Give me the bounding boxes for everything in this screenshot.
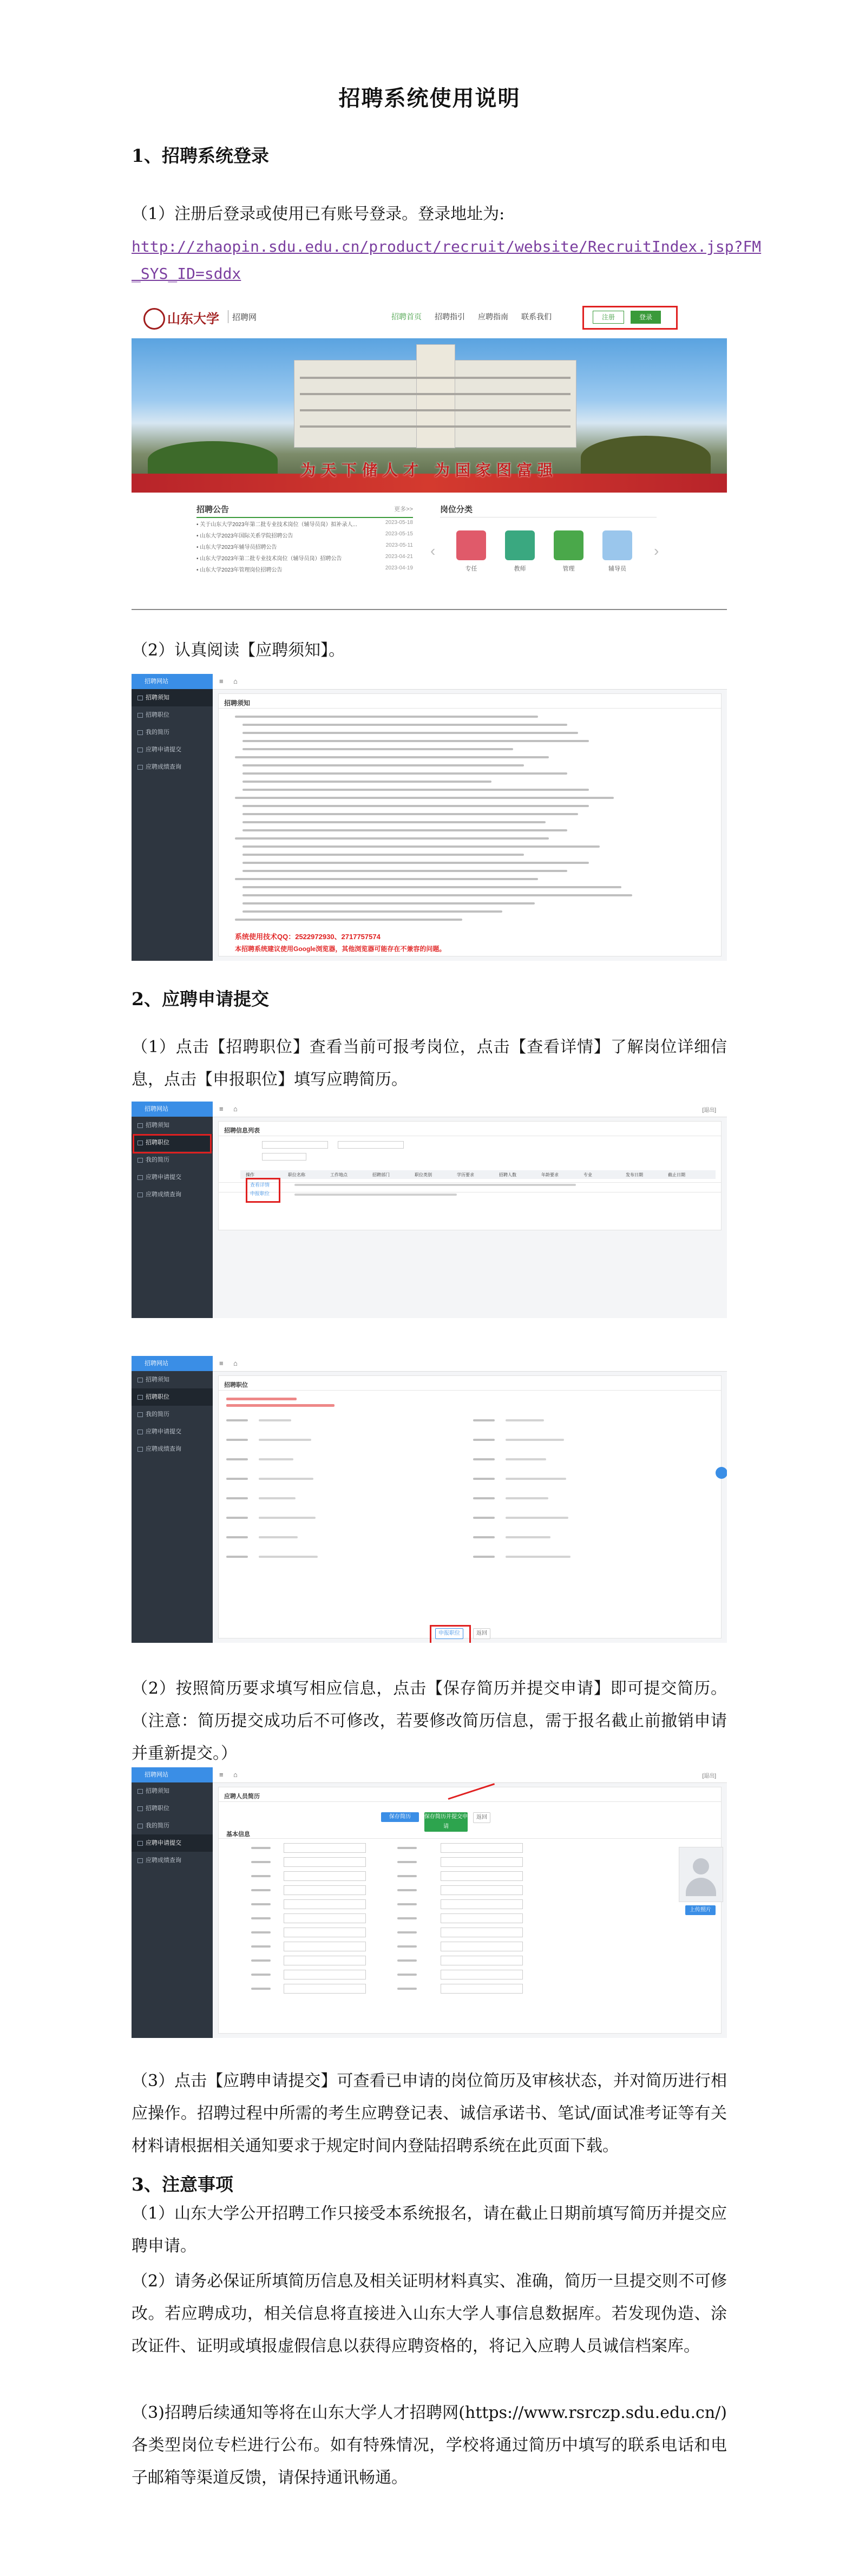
resume-screenshot	[132, 1767, 727, 2038]
category-management-icon[interactable]	[554, 530, 583, 560]
notice-text-line	[235, 919, 462, 921]
detail-topbar	[213, 1356, 727, 1372]
resume-field-input[interactable]	[284, 1899, 366, 1909]
register-button[interactable]: 注册	[593, 311, 624, 324]
resume-field-input[interactable]	[284, 1928, 366, 1937]
resume-field-input[interactable]	[441, 1899, 523, 1909]
detail-field-value	[506, 1497, 548, 1499]
notice-item[interactable]	[196, 531, 413, 539]
detail-field-value	[259, 1458, 293, 1460]
notice-text-line	[242, 894, 632, 896]
detail-panel-title: 招聘职位	[224, 1382, 248, 1388]
sidebar-item-jobs[interactable]: 招聘职位	[132, 1134, 213, 1151]
section3-heading: 3、注意事项	[132, 2174, 233, 2195]
resume-field-input[interactable]	[284, 1843, 366, 1853]
detail-field-value	[259, 1517, 316, 1519]
section3-para1: （1）山东大学公开招聘工作只接受本系统报名，请在截止日期前填写简历并提交应聘申请。	[132, 2204, 727, 2256]
resume-field-label	[397, 1959, 417, 1962]
resume-field-input[interactable]	[284, 1984, 366, 1994]
notice-text-line	[235, 797, 614, 799]
university-seal-icon	[143, 308, 165, 330]
notice-text-line	[242, 821, 546, 823]
resume-field-label	[397, 1903, 417, 1905]
sidebar-item-resume[interactable]: 我的简历	[132, 1406, 213, 1423]
jobs-column-header: 招聘部门	[372, 1172, 390, 1177]
resume-panel-title: 应聘人员简历	[224, 1793, 260, 1800]
resume-field-input[interactable]	[441, 1885, 523, 1895]
resume-field-label	[397, 1917, 417, 1919]
sidebar-item-notice[interactable]: 招聘须知	[132, 1117, 213, 1134]
resume-field-label	[251, 1861, 271, 1863]
section2-para2: （2）按照简历要求填写相应信息，点击【保存简历并提交申请】即可提交简历。（注意：简历提交成功后不可修改，若要修改简历信息，需于报名截止前撤销申请并重新提交。）	[132, 1679, 727, 1763]
resume-sidebar	[132, 1767, 213, 2038]
resume-field-input[interactable]	[441, 1843, 523, 1853]
resume-field-input[interactable]	[441, 1928, 523, 1937]
banner-slogan: 为天下储人才 为国家图富强	[300, 461, 558, 479]
category-teacher-icon[interactable]	[505, 530, 535, 560]
detail-sidebar	[132, 1356, 213, 1643]
sidebar-item-jobs[interactable]: 招聘职位	[132, 1800, 213, 1817]
apply-job-button[interactable]: 申报职位	[435, 1628, 463, 1639]
category-label-1: 专任	[465, 566, 477, 572]
resume-field-label	[397, 1931, 417, 1933]
nav-contact[interactable]: 联系我们	[521, 312, 552, 321]
category-teaching-icon[interactable]	[456, 530, 486, 560]
login-button[interactable]: 登录	[631, 311, 661, 324]
resume-field-label	[251, 1974, 271, 1976]
notice-text-line	[235, 837, 549, 840]
jobs-screenshot	[132, 1102, 727, 1318]
notice-text-line	[235, 716, 538, 718]
menu-toggle-icon[interactable]: ≡	[219, 1771, 224, 1779]
jobs-column-header: 职位类别	[415, 1172, 432, 1177]
jobs-column-header: 截止日期	[668, 1172, 685, 1177]
site-logo-text: 山东大学	[167, 311, 219, 326]
site-name: 招聘网	[232, 313, 257, 322]
sidebar-brand: 招聘网站	[132, 1102, 213, 1117]
notice-item-date: 2023-04-19	[385, 565, 413, 571]
resume-panel	[218, 1787, 722, 2034]
nav-home[interactable]: 招聘首页	[391, 312, 422, 321]
category-label-2: 教师	[514, 566, 526, 572]
sidebar-item-notice[interactable]: 招聘须知	[132, 1782, 213, 1800]
detail-field-label	[473, 1439, 495, 1441]
sidebar-brand: 招聘网站	[132, 1356, 213, 1371]
page-title: 招聘系统使用说明	[338, 86, 521, 111]
sidebar-item-scores[interactable]: 应聘成绩查询	[132, 1852, 213, 1869]
notice-content	[218, 693, 722, 956]
notice-text-line	[242, 789, 589, 791]
building-image	[294, 360, 576, 448]
section1-para2: （2）认真阅读【应聘须知】。	[132, 641, 345, 660]
view-details-link[interactable]: 查看详情	[250, 1182, 270, 1188]
detail-field-label	[226, 1497, 248, 1499]
sidebar-item-submit[interactable]: 应聘申请提交	[132, 1169, 213, 1186]
category-label-4: 辅导员	[608, 566, 626, 572]
photo-placeholder	[679, 1847, 723, 1902]
logout-link[interactable]: [退出]	[702, 1773, 716, 1779]
resume-field-label	[251, 1847, 271, 1849]
resume-field-label	[397, 1875, 417, 1877]
notice-topbar	[213, 674, 727, 690]
detail-field-label	[226, 1536, 248, 1538]
resume-field-input[interactable]	[441, 1970, 523, 1979]
nav-apply-guide[interactable]: 应聘指南	[478, 312, 508, 321]
resume-topbar	[213, 1767, 727, 1783]
resume-field-input[interactable]	[284, 1857, 366, 1867]
sidebar-item-resume[interactable]: 我的简历	[132, 724, 213, 741]
resume-field-input[interactable]	[284, 1913, 366, 1923]
notice-item-date: 2023-05-11	[385, 542, 413, 548]
detail-field-value	[259, 1478, 313, 1480]
jobs-sidebar	[132, 1102, 213, 1318]
sidebar-item-resume[interactable]: 我的简历	[132, 1817, 213, 1834]
jobs-column-header: 招聘人数	[499, 1172, 516, 1177]
basic-info-heading: 基本信息	[226, 1831, 250, 1838]
detail-field-label	[473, 1517, 495, 1519]
sidebar-item-submit[interactable]: 应聘申请提交	[132, 741, 213, 758]
jobs-column-header: 学历要求	[457, 1172, 474, 1177]
detail-field-value	[506, 1517, 568, 1519]
detail-field-value	[506, 1458, 546, 1460]
resume-field-label	[251, 1931, 271, 1933]
detail-field-value	[506, 1556, 571, 1558]
detail-field-label	[473, 1497, 495, 1499]
notice-item-title: • 山东大学2023年辅导员招聘公告	[196, 545, 277, 550]
resume-back-button[interactable]: 返回	[473, 1812, 490, 1823]
upload-photo-button[interactable]: 上传照片	[685, 1905, 716, 1915]
filter-dept-select[interactable]	[262, 1141, 328, 1149]
job-detail-screenshot	[132, 1356, 727, 1643]
filter-category-select[interactable]	[338, 1141, 404, 1149]
notice-text-line	[242, 805, 589, 807]
section2-para3: （3）点击【应聘申请提交】可查看已申请的岗位简历及审核状态，并对简历进行相应操作。招聘过程中所需的考生应聘登记表、诚信承诺书、笔试/面试准考证等有关材料请根据相关通知要求于规定时间内登陆招聘系统在此页面下载。	[132, 2072, 727, 2155]
sidebar-item-submit[interactable]: 应聘申请提交	[132, 1423, 213, 1440]
detail-field-label	[473, 1458, 495, 1460]
detail-field-label	[226, 1439, 248, 1441]
notice-text-line	[242, 813, 578, 815]
home-icon[interactable]: ⌂	[233, 1771, 238, 1779]
section2-heading: 2、应聘申请提交	[132, 988, 269, 1010]
notice-item-title: • 山东大学2023年第二批专业技术岗位（辅导员岗）招聘公告	[196, 556, 342, 562]
detail-field-label	[226, 1556, 248, 1558]
resume-field-label	[397, 1974, 417, 1976]
notice-text-line	[242, 862, 589, 864]
category-counselor-icon[interactable]	[602, 530, 632, 560]
notice-item[interactable]	[196, 554, 413, 562]
notice-text-line	[235, 756, 549, 758]
detail-field-value	[506, 1439, 564, 1441]
sidebar-item-scores[interactable]: 应聘成绩查询	[132, 1186, 213, 1203]
save-resume-button[interactable]: 保存简历	[381, 1812, 419, 1822]
jobs-column-header: 专业	[583, 1172, 592, 1177]
notice-item-date: 2023-05-15	[385, 531, 413, 537]
sidebar-item-submit[interactable]: 应聘申请提交	[132, 1834, 213, 1852]
resume-field-input[interactable]	[441, 1956, 523, 1965]
homepage-screenshot	[132, 300, 727, 610]
section1-heading: 1、招聘系统登录	[132, 145, 269, 166]
detail-field-label	[226, 1478, 248, 1480]
notice-item[interactable]	[196, 520, 413, 528]
menu-toggle-icon[interactable]: ≡	[219, 1359, 224, 1367]
sidebar-item-resume[interactable]: 我的简历	[132, 1151, 213, 1169]
notice-text-line	[242, 829, 567, 831]
float-help-icon[interactable]	[716, 1467, 727, 1479]
category-title: 岗位分类	[440, 503, 657, 517]
home-icon[interactable]: ⌂	[233, 1105, 238, 1113]
contact-qq-text: 系统使用技术QQ：2522972930、2717757574	[235, 933, 381, 941]
notice-item-title: • 山东大学2023年管理岗位招聘公告	[196, 567, 283, 573]
section1-para1: （1）注册后登录或使用已有账号登录。登录地址为:	[132, 205, 505, 224]
sidebar-item-jobs[interactable]: 招聘职位	[132, 1388, 213, 1406]
notice-item-title: • 关于山东大学2023年第二批专业技术岗位（辅导员岗）拟补录人...	[196, 522, 357, 528]
sidebar-item-notice[interactable]: 招聘须知	[132, 1371, 213, 1388]
menu-toggle-icon[interactable]: ≡	[219, 1105, 224, 1113]
nav-guide[interactable]: 招聘指引	[435, 312, 465, 321]
resume-field-input[interactable]	[284, 1956, 366, 1965]
notice-text-line	[242, 740, 589, 742]
resume-field-input[interactable]	[441, 1913, 523, 1923]
notice-text-line	[242, 886, 621, 888]
back-button[interactable]: 返回	[473, 1628, 490, 1639]
notice-text-line	[242, 902, 535, 904]
submit-resume-button[interactable]: 保存简历并提交申请	[424, 1812, 468, 1832]
sidebar-brand: 招聘网站	[132, 1767, 213, 1782]
notice-text-line	[242, 870, 567, 872]
notice-text-line	[242, 781, 491, 783]
browser-tip-text: 本招聘系统建议使用Google浏览器，其他浏览器可能存在不兼容的问题。	[235, 945, 446, 953]
site-header	[132, 300, 727, 338]
notice-text-line	[242, 748, 513, 750]
jobs-column-header: 职位名称	[288, 1172, 305, 1177]
resume-field-label	[397, 1847, 417, 1849]
notice-text-line	[242, 772, 567, 775]
sidebar-item-scores[interactable]: 应聘成绩查询	[132, 1440, 213, 1458]
menu-toggle-icon[interactable]: ≡	[219, 677, 224, 685]
detail-field-label	[473, 1556, 495, 1558]
notice-text-line	[242, 764, 524, 766]
notice-text-line	[242, 724, 567, 726]
sidebar-item-notice[interactable]: 招聘须知	[132, 689, 213, 706]
notice-item-date: 2023-04-21	[385, 554, 413, 560]
detail-field-label	[473, 1478, 495, 1480]
section2-para1: （1）点击【招聘职位】查看当前可报考岗位，点击【查看详情】了解岗位详细信息，点击【申报职位】填写应聘简历。	[132, 1038, 727, 1089]
resume-field-input[interactable]	[441, 1984, 523, 1994]
detail-field-label	[226, 1517, 248, 1519]
sidebar-item-jobs[interactable]: 招聘职位	[132, 706, 213, 724]
detail-field-label	[473, 1419, 495, 1421]
resume-field-label	[251, 1917, 271, 1919]
resume-field-input[interactable]	[284, 1885, 366, 1895]
category-panel	[430, 503, 659, 572]
detail-panel	[218, 1375, 722, 1638]
resume-field-input[interactable]	[284, 1871, 366, 1881]
detail-field-label	[473, 1536, 495, 1538]
detail-field-value	[506, 1478, 566, 1480]
detail-field-value	[506, 1536, 550, 1538]
notice-sidebar	[132, 674, 213, 961]
sidebar-item-scores[interactable]: 应聘成绩查询	[132, 758, 213, 776]
home-icon[interactable]: ⌂	[233, 677, 238, 685]
notice-item[interactable]	[196, 542, 413, 550]
detail-field-value	[506, 1419, 544, 1421]
category-next-icon[interactable]: ›	[654, 542, 659, 559]
jobs-menu-highlight	[133, 1134, 212, 1153]
notice-item[interactable]	[196, 565, 413, 573]
resume-field-input[interactable]	[441, 1857, 523, 1867]
resume-field-input[interactable]	[284, 1970, 366, 1979]
campus-banner	[132, 338, 727, 493]
jobs-table-header	[240, 1170, 716, 1179]
jobs-column-header: 发布日期	[626, 1172, 643, 1177]
notice-text-line	[242, 854, 524, 856]
home-icon[interactable]: ⌂	[233, 1359, 238, 1367]
notice-page-label: 招聘须知	[224, 699, 251, 707]
category-label-3: 管理	[562, 566, 575, 572]
resume-field-input[interactable]	[441, 1871, 523, 1881]
detail-field-value	[259, 1536, 298, 1538]
section3-para2: （2）请务必保证所填简历信息及相关证明材料真实、准确，简历一旦提交则不可修改。若应聘成功，相关信息将直接进入山东大学人事信息数据库。若发现伪造、涂改证件、证明或填报虚假信息以获得应聘资格的，将记入应聘人员诚信档案库。	[132, 2272, 727, 2356]
resume-field-label	[251, 1875, 271, 1877]
logout-link[interactable]: [退出]	[702, 1107, 716, 1113]
section3-para3: （3)招聘后续通知等将在山东大学人才招聘网(https://www.rsrczp.sdu.edu.cn/)各类型岗位专栏进行公布。如有特殊情况，学校将通过简历中填写的联系电话和电子邮箱等渠道反馈，请保持通讯畅通。	[132, 2403, 727, 2487]
notice-text-line	[242, 845, 600, 848]
notice-text-line	[242, 910, 502, 913]
resume-field-label	[251, 1945, 271, 1948]
jobs-panel	[218, 1121, 722, 1230]
jobs-column-header: 工作地点	[330, 1172, 347, 1177]
detail-field-value	[259, 1497, 296, 1499]
jobs-panel-title: 招聘信息列表	[224, 1128, 260, 1134]
login-url-line2[interactable]: _SYS_ID=sddx	[132, 265, 241, 283]
resume-field-label	[251, 1959, 271, 1962]
resume-field-input[interactable]	[284, 1942, 366, 1951]
notice-text-line	[242, 732, 578, 734]
sidebar-brand: 招聘网站	[132, 674, 213, 689]
notice-text-line	[235, 878, 538, 880]
jobs-topbar	[213, 1102, 727, 1117]
notice-item-title: • 山东大学2023年国际关系学院招聘公告	[196, 533, 293, 539]
filter-type-select[interactable]	[262, 1153, 306, 1161]
resume-field-label	[397, 1861, 417, 1863]
notice-item-date: 2023-05-18	[385, 520, 413, 526]
login-url-line1[interactable]: http://zhaopin.sdu.edu.cn/product/recruit/website/RecruitIndex.jsp?FM	[132, 238, 762, 255]
resume-field-label	[397, 1945, 417, 1948]
category-prev-icon[interactable]: ‹	[430, 542, 436, 559]
detail-field-value	[259, 1556, 318, 1558]
jobs-column-header: 操作	[246, 1172, 254, 1177]
apply-job-link[interactable]: 申报职位	[250, 1191, 270, 1196]
resume-field-label	[251, 1903, 271, 1905]
detail-field-label	[226, 1458, 248, 1460]
detail-field-value	[259, 1439, 311, 1441]
notice-screenshot	[132, 674, 727, 961]
detail-field-value	[259, 1419, 291, 1421]
notice-title: 招聘公告	[196, 503, 413, 518]
resume-field-label	[397, 1988, 417, 1990]
detail-field-label	[226, 1419, 248, 1421]
resume-field-label	[251, 1988, 271, 1990]
jobs-column-header: 年龄要求	[541, 1172, 559, 1177]
notice-panel	[196, 503, 413, 573]
resume-field-input[interactable]	[441, 1942, 523, 1951]
notice-more-link[interactable]: 更多>>	[394, 506, 413, 513]
pointer-arrow	[448, 1783, 495, 1800]
resume-field-label	[397, 1889, 417, 1891]
resume-field-label	[251, 1889, 271, 1891]
